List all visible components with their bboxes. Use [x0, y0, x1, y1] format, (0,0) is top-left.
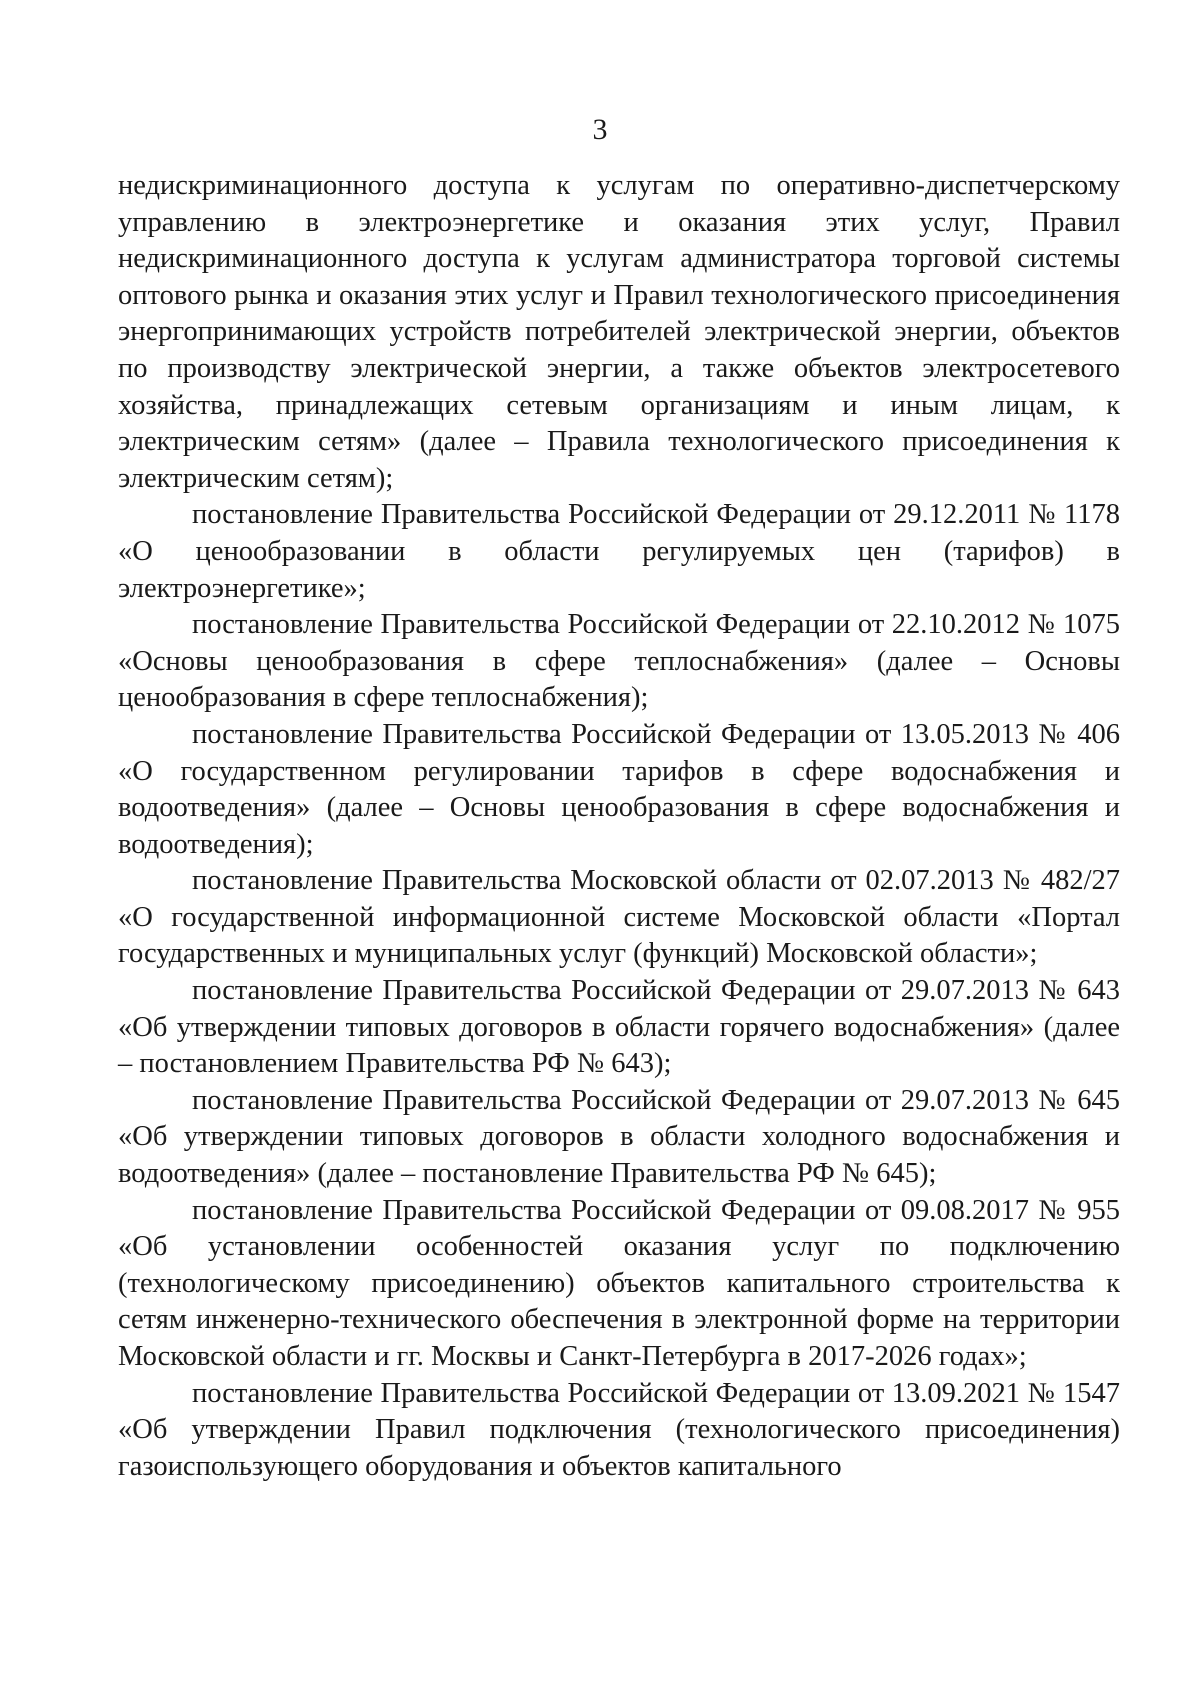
paragraph-decree-643: постановление Правительства Российской Федерации от 29.07.2013 № 643 «Об утверждении типовых договоров в области горячего водоснабжения» (далее – постановлением Правительства РФ № 643);	[118, 975, 1120, 1080]
paragraph-decree-1178: постановление Правительства Российской Федерации от 29.12.2011 № 1178 «О ценообразовании в области регулируемых цен (тарифов) в электроэнергетике»;	[118, 499, 1120, 604]
page-number: 3	[592, 113, 608, 146]
paragraph-continuation: недискриминационного доступа к услугам по оперативно-диспетчерскому управлению в электроэнергетике и оказания этих услуг, Правил недискриминационного доступа к услугам администратора торговой системы оптового рынка и оказания этих услуг и Правил технологического присоединения энергопринимающих устройств потребителей электрической энергии, объектов по производству электрической энергии, а также объектов электросетевого хозяйства, принадлежащих сетевым организациям и иным лицам, к электрическим сетям» (далее – Правила технологического присоединения к электрическим сетям);	[118, 170, 1120, 494]
paragraph-decree-1075: постановление Правительства Российской Федерации от 22.10.2012 № 1075 «Основы ценообразования в сфере теплоснабжения» (далее – Основы ценообразования в сфере теплоснабжения);	[118, 609, 1120, 714]
paragraph-decree-645: постановление Правительства Российской Федерации от 29.07.2013 № 645 «Об утверждении типовых договоров в области холодного водоснабжения и водоотведения» (далее – постановление Правительства РФ № 645);	[118, 1084, 1120, 1190]
paragraph-decree-955: постановление Правительства Российской Федерации от 09.08.2017 № 955 «Об установлении особенностей оказания услуг по подключению (технологическому присоединению) объектов капитального строительства к сетям инженерно-технического обеспечения в электронной форме на территории Московской области и гг. Москвы и Санкт-Петербурга в 2017-2026 годах»;	[118, 1194, 1120, 1372]
paragraph-decree-482-27: постановление Правительства Московской области от 02.07.2013 № 482/27 «О государственной информационной системе Московской области «Портал государственных и муниципальных услуг (функций) Московской области»;	[118, 865, 1120, 970]
paragraph-decree-406: постановление Правительства Российской Федерации от 13.05.2013 № 406 «О государственном регулировании тарифов в сфере водоснабжения и водоотведения» (далее – Основы ценообразования в сфере водоснабжения и водоотведения);	[118, 718, 1120, 860]
document-body	[118, 168, 1120, 1485]
paragraph-decree-1547: постановление Правительства Российской Федерации от 13.09.2021 № 1547 «Об утверждении Правил подключения (технологического присоединения) газоиспользующего оборудования и объектов капитального	[118, 1377, 1120, 1482]
